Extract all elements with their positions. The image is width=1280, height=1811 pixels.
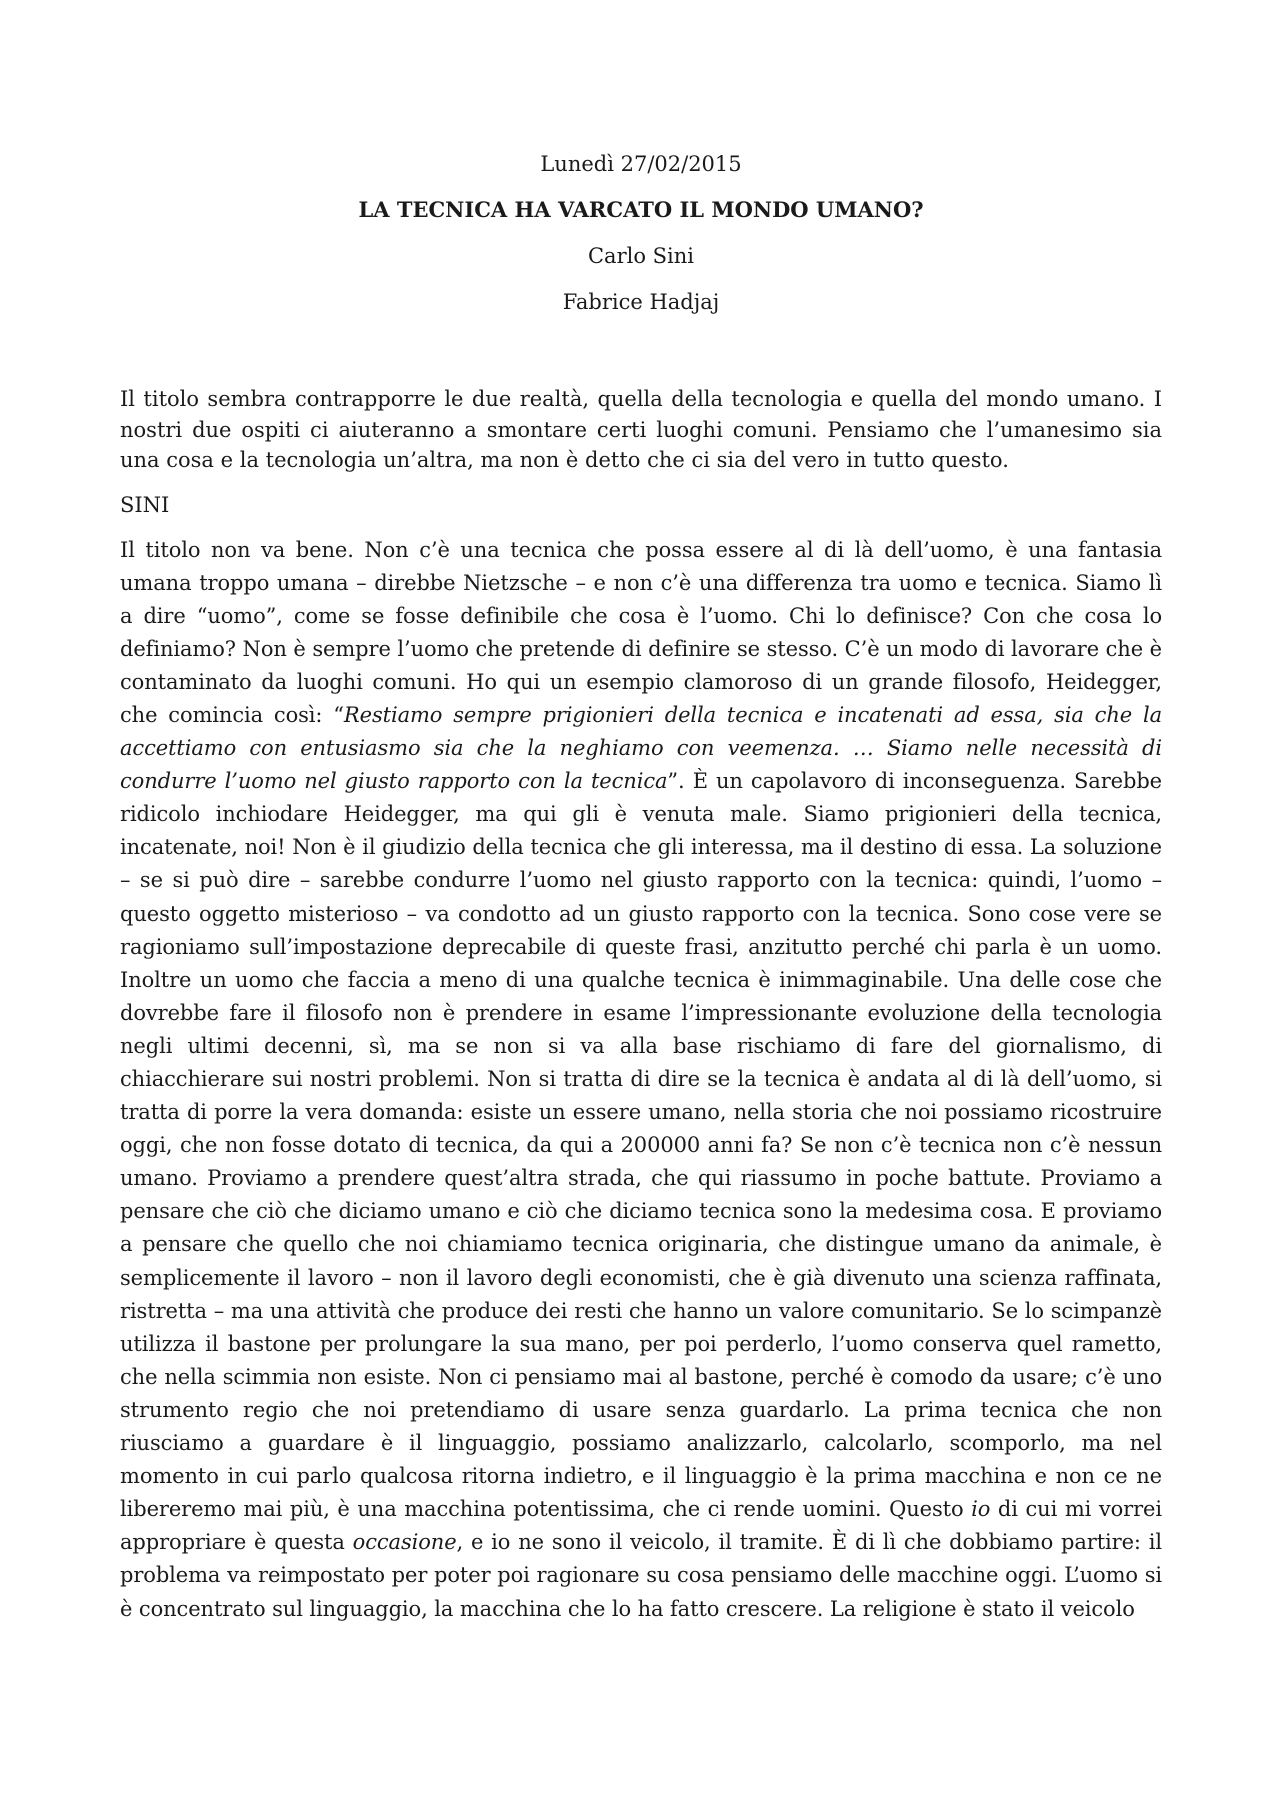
document-title: LA TECNICA HA VARCATO IL MONDO UMANO?: [358, 197, 924, 222]
speech-text: di cui mi vorrei appropriare è questa: [120, 1497, 1162, 1555]
speech-text: Il titolo non va bene. Non c’è una tecnica che possa essere al di là dell’uomo, è una fantasia umana troppo umana – direbbe Nietzsche – e non c’è una differenza tra uomo e tecnica. Siamo lì a dire “uomo”, come se fosse definibile che cosa è l’uomo. Chi lo definisce? Con che cosa lo definiamo? Non è sempre l’uomo che pretende di definire se stesso. C’è un modo di lavorare che è contaminato da luoghi comuni. Ho qui un esempio clamoroso di un grande filosofo, Heidegger, che comincia così: “: [120, 537, 1162, 727]
emphasis-occasione: occasione: [352, 1530, 457, 1555]
author-name: Carlo Sini: [587, 244, 694, 268]
event-date: Lunedì 27/02/2015: [540, 152, 742, 176]
document-header: [120, 150, 1162, 316]
author-name: Fabrice Hadjaj: [562, 290, 720, 314]
speech-text: ”. È un capolavoro di inconseguenza. Sarebbe ridicolo inchiodare Heidegger, ma qui gli è venuta male. Siamo prigionieri della tecnica, incatenate, noi! Non è il giudizio della tecnica che gli interessa, ma il destino di essa. La soluzione – se si può dire – sarebbe condurre l’uomo nel giusto rapporto con la tecnica: quindi, l’uomo – questo oggetto misterioso – va condotto ad un giusto rapporto con la tecnica. Sono cose vere se ragioniamo sull’impostazione deprecabile di queste frasi, anzitutto perché chi parla è un uomo. Inoltre un uomo che faccia a meno di una qualche tecnica è inimmaginabile. Una delle cose che dovrebbe fare il filosofo non è prendere in esame l’impressionante evoluzione della tecnologia negli ultimi decenni, sì, ma se non si va alla base rischiamo di fare del giornalismo, di chiacchierare sui nostri problemi. Non si tratta di dire se la tecnica è andata al di là dell’uomo, si tratta di porre la vera domanda: esiste un essere umano, nella storia che noi possiamo ricostruire oggi, che non fosse dotato di tecnica, da qui a 200000 anni fa? Se non c’è tecnica non c’è nessun umano. Proviamo a prendere quest’altra strada, che qui riassumo in poche battute. Proviamo a pensare che ciò che diciamo umano e ciò che diciamo tecnica sono la medesima cosa. E proviamo a pensare che quello che noi chiamiamo tecnica originaria, che distingue umano da animale, è semplicemente il lavoro – non il lavoro degli economisti, che è già divenuto una scienza raffinata, ristretta – ma una attività che produce dei resti che hanno un valore comunitario. Se lo scimpanzè utilizza il bastone per prolungare la sua mano, per poi perderlo, l’uomo conserva quel rametto, che nella scimmia non esiste. Non ci pensiamo mai al bastone, perché è comodo da usare; c’è uno strumento regio che noi pretendiamo di usare senza guardarlo. La prima tecnica che non riusciamo a guardare è il linguaggio, possiamo analizzarlo, calcolarlo, scomporlo, ma nel momento in cui parlo qualcosa ritorna indietro, e il linguaggio è la prima macchina e non ce ne libereremo mai più, è una macchina potentissima, che ci rende uomini. Questo: [120, 769, 1162, 1522]
speech-text: , e io ne sono il veicolo, il tramite. È di lì che dobbiamo partire: il problema va reimpostato per poter poi ragionare su cosa pensiamo delle macchine oggi. L’uomo si è concentrato sul linguaggio, la macchina che lo ha fatto crescere. La religione è stato il veicolo: [120, 1530, 1163, 1621]
speech-paragraph: [120, 534, 1162, 1626]
intro-paragraph: Il titolo sembra contrapporre le due realtà, quella della tecnologia e quella del mondo umano. I nostri due ospiti ci aiuteranno a smontare certi luoghi comuni. Pensiamo che l’umanesimo sia una cosa e la tecnologia un’altra, ma non è detto che ci sia del vero in tutto questo.: [120, 387, 1162, 472]
emphasis-io: io: [971, 1497, 991, 1522]
speaker-label: SINI: [120, 492, 170, 517]
heidegger-quote: Restiamo sempre prigionieri della tecnica e incatenati ad essa, sia che la accettiamo con entusiasmo sia che la neghiamo con veemenza. … Siamo nelle necessità di condurre l’uomo nel giusto rapporto con la tecnica: [120, 702, 1162, 794]
